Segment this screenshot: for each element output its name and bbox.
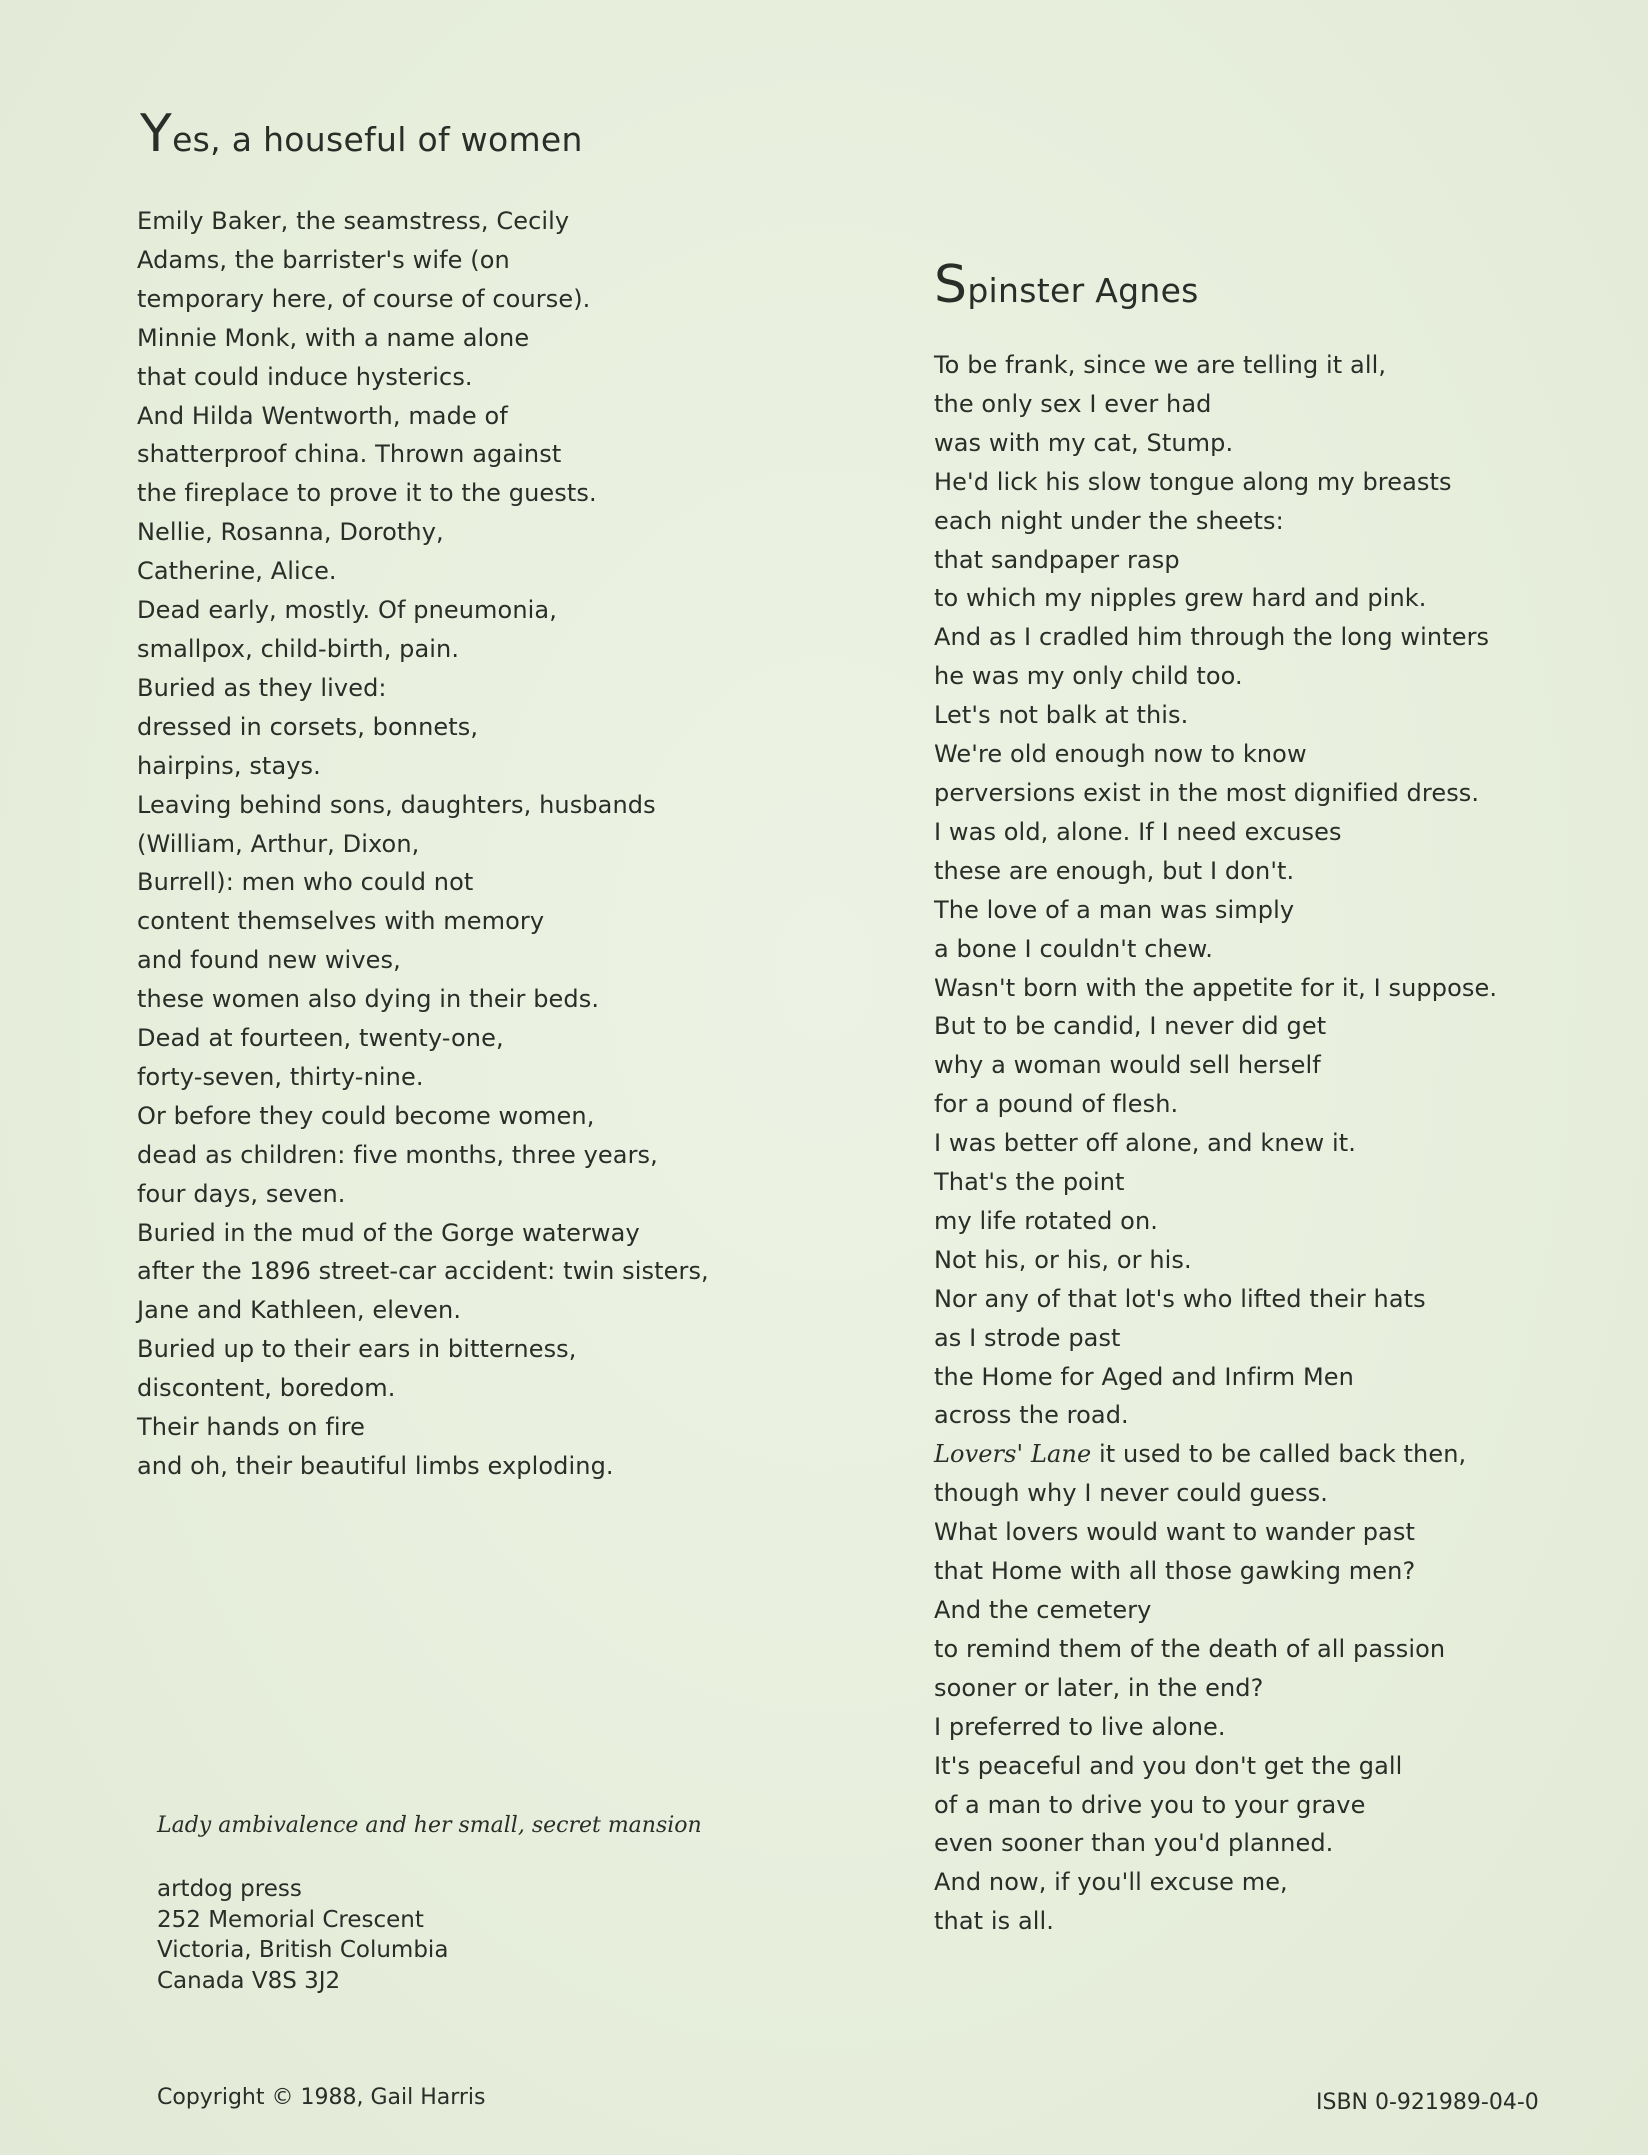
poem-line: though why I never could guess. bbox=[934, 1479, 1328, 1508]
isbn-number: ISBN 0-921989-04-0 bbox=[1316, 2090, 1539, 2115]
poem-line: It's peaceful and you don't get the gall bbox=[934, 1751, 1403, 1780]
publisher-address bbox=[157, 1874, 448, 1996]
poem-line: the Home for Aged and Infirm Men bbox=[934, 1362, 1354, 1391]
poem-line: And as I cradled him through the long winters bbox=[934, 623, 1490, 652]
poem-line: Wasn't born with the appetite for it, I suppose. bbox=[934, 973, 1498, 1002]
poem-line: I preferred to live alone. bbox=[934, 1712, 1226, 1741]
poem-line bbox=[934, 1435, 1497, 1474]
poem-line: my life rotated on. bbox=[934, 1206, 1158, 1235]
poem-line: smallpox, child-birth, pain. bbox=[137, 634, 460, 663]
poem-line: forty-seven, thirty-nine. bbox=[137, 1062, 424, 1091]
poem-line: and found new wives, bbox=[137, 946, 401, 975]
poem-line: that could induce hysterics. bbox=[137, 362, 473, 391]
poem-line: But to be candid, I never did get bbox=[934, 1012, 1327, 1041]
poem-line: We're old enough now to know bbox=[934, 740, 1307, 769]
publisher-city: Victoria, British Columbia bbox=[157, 1937, 449, 1963]
poem-line: Not his, or his, or his. bbox=[934, 1245, 1192, 1274]
poem-line: (William, Arthur, Dixon, bbox=[137, 829, 420, 858]
poem-line: why a woman would sell herself bbox=[934, 1051, 1321, 1080]
poem-line: these women also dying in their beds. bbox=[137, 985, 600, 1014]
poem-line-tail: it used to be called back then, bbox=[1091, 1440, 1467, 1469]
poem-line: I was better off alone, and knew it. bbox=[934, 1129, 1356, 1158]
poem-line: temporary here, of course of course). bbox=[137, 284, 591, 313]
poem-line: Adams, the barrister's wife (on bbox=[137, 245, 510, 274]
poem-line: Minnie Monk, with a name alone bbox=[137, 323, 530, 352]
book-title: Lady ambivalence and her small, secret mansion bbox=[157, 1813, 702, 1838]
left-title-rest: es, a houseful of women bbox=[172, 120, 583, 159]
poem-line: to which my nipples grew hard and pink. bbox=[934, 584, 1427, 613]
poem-line: after the 1896 street-car accident: twin sisters, bbox=[137, 1257, 709, 1286]
poem-line: hairpins, stays. bbox=[137, 751, 321, 780]
right-title-rest: pinster Agnes bbox=[967, 271, 1199, 310]
poem-line: even sooner than you'd planned. bbox=[934, 1829, 1334, 1858]
poem-line: each night under the sheets: bbox=[934, 506, 1284, 535]
poem-line: The love of a man was simply bbox=[934, 895, 1295, 924]
poem-line: Buried up to their ears in bitterness, bbox=[137, 1335, 577, 1364]
left-poem-title bbox=[140, 104, 583, 164]
poem-line: Buried in the mud of the Gorge waterway bbox=[137, 1218, 640, 1247]
publisher-street: 252 Memorial Crescent bbox=[157, 1906, 424, 1933]
poem-line: And the cemetery bbox=[934, 1596, 1152, 1624]
poem-line: a bone I couldn't chew. bbox=[934, 934, 1213, 963]
poem-line: he was my only child too. bbox=[934, 662, 1243, 691]
poem-line: dead as children: five months, three years, bbox=[137, 1140, 658, 1169]
poem-line: What lovers would want to wander past bbox=[934, 1518, 1415, 1547]
right-poem-title bbox=[934, 255, 1199, 315]
poem-line: and oh, their beautiful limbs exploding. bbox=[137, 1452, 614, 1480]
poem-line: shatterproof china. Thrown against bbox=[137, 440, 562, 469]
publisher-name: artdog press bbox=[157, 1876, 302, 1902]
poem-line: Dead at fourteen, twenty-one, bbox=[137, 1024, 504, 1053]
poem-line: To be frank, since we are telling it all, bbox=[934, 351, 1387, 379]
poem-line: sooner or later, in the end? bbox=[934, 1673, 1264, 1702]
poem-line: that Home with all those gawking men? bbox=[934, 1557, 1416, 1586]
poem-line: four days, seven. bbox=[137, 1179, 346, 1208]
poem-line: these are enough, but I don't. bbox=[934, 856, 1295, 885]
poem-line: dressed in corsets, bonnets, bbox=[137, 712, 479, 741]
poem-line: was with my cat, Stump. bbox=[934, 428, 1234, 457]
poem-line: Emily Baker, the seamstress, Cecily bbox=[137, 207, 570, 235]
poem-line: the only sex I ever had bbox=[934, 389, 1212, 418]
poem-line: Buried as they lived: bbox=[137, 673, 387, 702]
right-poem-body bbox=[934, 346, 1497, 1941]
publisher-country: Canada V8S 3J2 bbox=[157, 1967, 341, 1994]
poem-line: across the road. bbox=[934, 1401, 1129, 1430]
poem-line: that sandpaper rasp bbox=[934, 545, 1180, 574]
poem-line: Nor any of that lot's who lifted their hats bbox=[934, 1284, 1426, 1313]
copyright-notice: Copyright © 1988, Gail Harris bbox=[157, 2085, 486, 2110]
poem-line: That's the point bbox=[934, 1168, 1125, 1197]
poem-line: Catherine, Alice. bbox=[137, 557, 337, 586]
italic-place-name: Lovers' Lane bbox=[934, 1440, 1092, 1469]
poem-line: Their hands on fire bbox=[137, 1413, 365, 1442]
poem-line: Or before they could become women, bbox=[137, 1101, 595, 1130]
poem-line: discontent, boredom. bbox=[137, 1374, 396, 1403]
right-title-initial: S bbox=[934, 255, 968, 315]
left-title-initial: Y bbox=[140, 104, 173, 164]
poem-line: content themselves with memory bbox=[137, 907, 545, 936]
poem-line: the fireplace to prove it to the guests. bbox=[137, 479, 597, 508]
poem-line: Nellie, Rosanna, Dorothy, bbox=[137, 518, 444, 547]
poem-line: I was old, alone. If I need excuses bbox=[934, 817, 1342, 846]
poem-line: perversions exist in the most dignified dress. bbox=[934, 778, 1480, 807]
poem-line: And now, if you'll excuse me, bbox=[934, 1868, 1288, 1897]
poem-line: that is all. bbox=[934, 1907, 1055, 1936]
poem-line: Jane and Kathleen, eleven. bbox=[137, 1296, 462, 1325]
poem-line: as I strode past bbox=[934, 1323, 1121, 1352]
poem-line: for a pound of flesh. bbox=[934, 1090, 1179, 1119]
poem-line: Dead early, mostly. Of pneumonia, bbox=[137, 596, 557, 625]
left-poem-body bbox=[137, 202, 709, 1486]
poem-line: Burrell): men who could not bbox=[137, 868, 474, 897]
poem-line: Leaving behind sons, daughters, husbands bbox=[137, 790, 656, 819]
poem-line: And Hilda Wentworth, made of bbox=[137, 401, 508, 430]
poem-line: of a man to drive you to your grave bbox=[934, 1790, 1366, 1819]
poem-line: He'd lick his slow tongue along my breasts bbox=[934, 467, 1452, 496]
poem-line: Let's not balk at this. bbox=[934, 701, 1189, 730]
poem-line: to remind them of the death of all passion bbox=[934, 1634, 1446, 1663]
